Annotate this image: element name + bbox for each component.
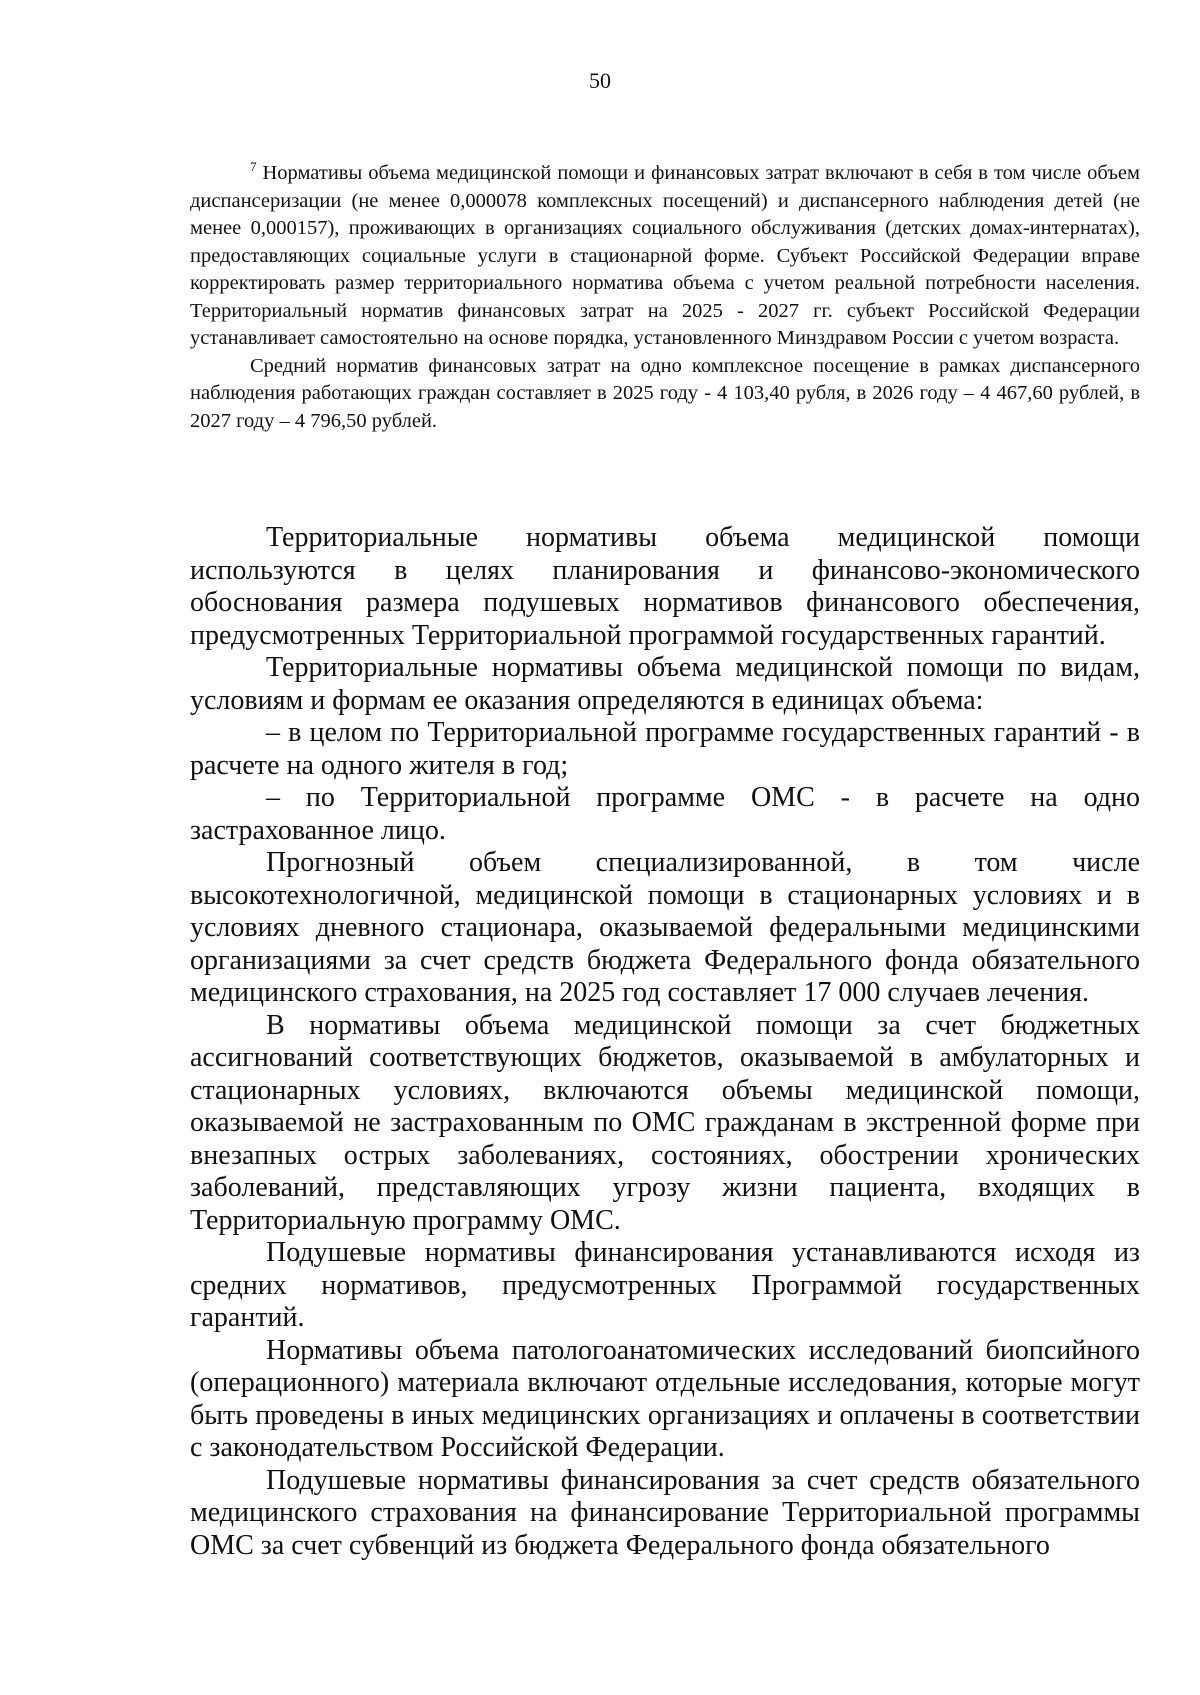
footnote bbox=[190, 160, 1140, 435]
main-text bbox=[190, 522, 1140, 1562]
footnote-paragraph-1 bbox=[190, 160, 1140, 353]
body-paragraph-8: Нормативы объема патологоанатомических исследований биопсийного (операционного) материала включают отдельные исследования, которые могут быть проведены в иных медицинских организациях и оплачены в соответствии с законодательством Российской Федерации. bbox=[190, 1334, 1140, 1463]
footnote-paragraph-2: Средний норматив финансовых затрат на одно комплексное посещение в рамках диспансерного наблюдения работающих граждан составляет в 2025 году - 4 103,40 рубля, в 2026 году – 4 467,60 рублей, в 2027 году – 4 796,50 рублей. bbox=[190, 354, 1140, 432]
body-paragraph-9: Подушевые нормативы финансирования за счет средств обязательного медицинского страхования на финансирование Территориальной программы ОМС за счет субвенций из бюджета Федерального фонда обязательного bbox=[190, 1464, 1140, 1561]
body-paragraph-7: Подушевые нормативы финансирования устанавливаются исходя из средних нормативов, предусмотренных Программой государственных гарантий. bbox=[190, 1237, 1140, 1333]
body-paragraph-1: Территориальные нормативы объема медицинской помощи используются в целях планирования и финансово-экономического обоснования размера подушевых нормативов финансового обеспечения, предусмотренных Территориальной программой государственных гарантий. bbox=[190, 522, 1140, 651]
page-number: 50 bbox=[589, 68, 611, 93]
body-paragraph-2: Территориальные нормативы объема медицинской помощи по видам, условиям и формам ее оказания определяются в единицах объема: bbox=[190, 652, 1140, 716]
body-paragraph-6: В нормативы объема медицинской помощи за счет бюджетных ассигнований соответствующих бюджетов, оказываемой в амбулаторных и стационарных условиях, включаются объемы медицинской помощи, оказываемой не застрахованным по ОМС гражданам в экстренной форме при внезапных острых заболеваниях, состояниях, обострении хронических заболеваний, представляющих угрозу жизни пациента, входящих в Территориальную программу ОМС. bbox=[190, 1009, 1140, 1236]
footnote-marker: 7 bbox=[250, 159, 257, 175]
body-paragraph-3: – в целом по Территориальной программе государственных гарантий - в расчете на одного жителя в год; bbox=[190, 717, 1140, 781]
body-paragraph-4: – по Территориальной программе ОМС - в расчете на одно застрахованное лицо. bbox=[190, 782, 1140, 846]
body-paragraph-5: Прогнозный объем специализированной, в том числе высокотехнологичной, медицинской помощи в стационарных условиях и в условиях дневного стационара, оказываемой федеральными медицинскими организациями за счет средств бюджета Федерального фонда обязательного медицинского страхования, на 2025 год составляет 17 000 случаев лечения. bbox=[190, 847, 1140, 1008]
footnote-text-1: Нормативы объема медицинской помощи и финансовых затрат включают в себя в том числе объем диспансеризации (не менее 0,000078 комплексных посещений) и диспансерного наблюдения детей (не менее 0,000157), проживающих в организациях социального обслуживания (детских домах-интернатах), предоставляющих социальные услуги в стационарной форме. Субъект Российской Федерации вправе корректировать размер территориального норматива объема с учетом реальной потребности населения. Территориальный норматив финансовых затрат на 2025 - 2027 гг. субъект Российской Федерации устанавливает самостоятельно на основе порядка, установленного Минздравом России с учетом возраста. bbox=[190, 162, 1140, 349]
